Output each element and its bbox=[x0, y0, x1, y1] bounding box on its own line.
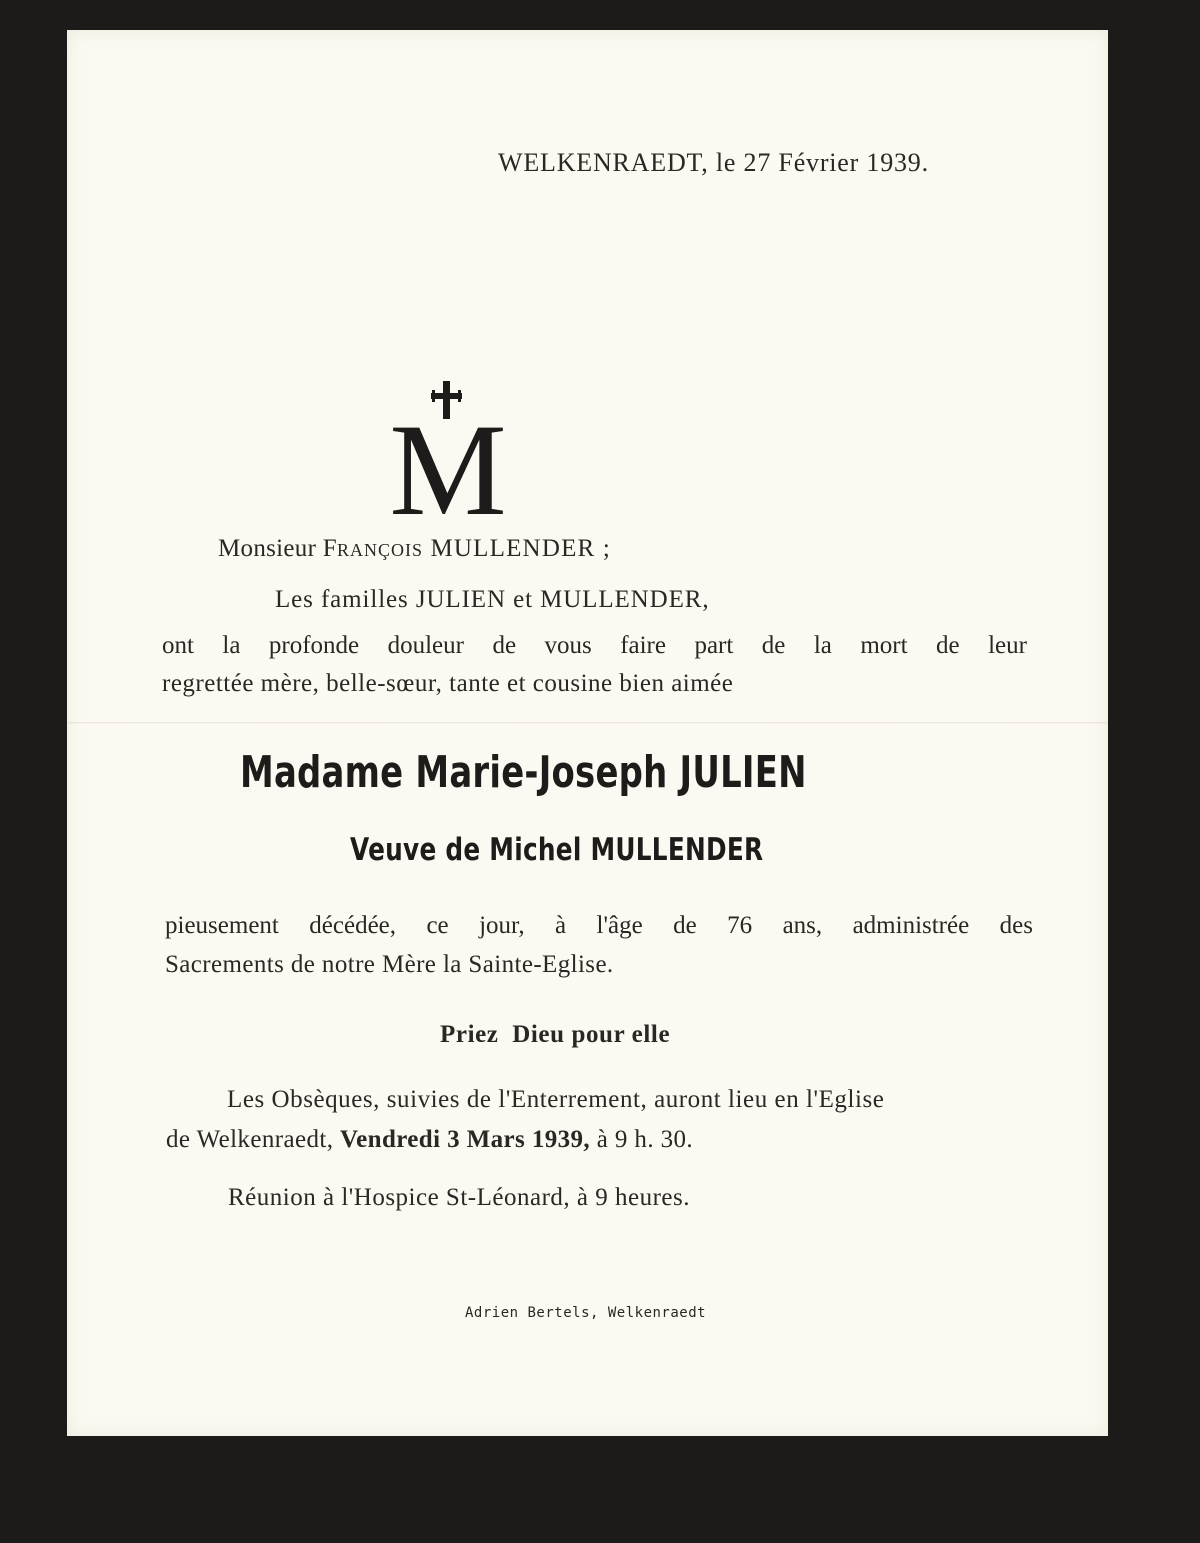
family-first-name: RANÇOIS bbox=[337, 540, 424, 560]
widow-of-line: Veuve de Michel MULLENDER bbox=[350, 832, 764, 868]
gathering-line: Réunion à l'Hospice St-Léonard, à 9 heures. bbox=[228, 1184, 690, 1211]
cross-m-monogram-icon bbox=[388, 379, 508, 521]
details-word: des bbox=[999, 912, 1033, 939]
announcement-word: de bbox=[761, 632, 786, 659]
funeral-location: de Welkenraedt, bbox=[166, 1126, 340, 1153]
announcement-word: faire bbox=[620, 632, 666, 659]
details-word: 76 bbox=[727, 912, 753, 939]
details-word: ce bbox=[426, 912, 449, 939]
announcement-word: part bbox=[694, 632, 734, 659]
family-surname: MULLENDER ; bbox=[423, 535, 612, 562]
announcement-line-1 bbox=[162, 632, 1027, 660]
details-word: jour, bbox=[479, 912, 525, 939]
monogram-letter: M bbox=[389, 396, 507, 521]
details-word: administrée bbox=[852, 912, 970, 939]
prayer-line: Priez Dieu pour elle bbox=[440, 1021, 671, 1048]
details-word: l'âge bbox=[596, 912, 643, 939]
announcement-word: douleur bbox=[387, 632, 464, 659]
announcement-word: mort bbox=[860, 632, 908, 659]
family-line-prefix: Monsieur bbox=[218, 535, 323, 562]
announcement-word: de bbox=[936, 632, 960, 659]
announcement-word: la bbox=[813, 632, 832, 659]
place-and-date: WELKENRAEDT, le 27 Février 1939. bbox=[498, 148, 929, 177]
printer-imprint: Adrien Bertels, Welkenraedt bbox=[465, 1305, 707, 1321]
paper-fold-crease bbox=[67, 722, 1108, 724]
family-line-families: Les familles JULIEN et MULLENDER, bbox=[275, 586, 710, 613]
announcement-word: profonde bbox=[268, 632, 360, 659]
funeral-notice-card bbox=[67, 30, 1108, 1436]
announcement-word: vous bbox=[544, 632, 592, 659]
funeral-line-2 bbox=[166, 1126, 693, 1154]
funeral-time: à 9 h. 30. bbox=[590, 1126, 694, 1153]
announcement-word: ont bbox=[162, 632, 194, 659]
announcement-line-2: regrettée mère, belle-sœur, tante et cousine bien aimée bbox=[162, 670, 734, 697]
details-word: ans, bbox=[782, 912, 823, 939]
family-line-francois bbox=[218, 535, 611, 563]
deceased-name: Madame Marie-Joseph JULIEN bbox=[240, 747, 807, 798]
family-first-initial: F bbox=[322, 535, 337, 562]
details-word: à bbox=[555, 912, 567, 939]
details-line-1 bbox=[165, 912, 1033, 940]
funeral-line-1: Les Obsèques, suivies de l'Enterrement, auront lieu en l'Eglise bbox=[227, 1086, 885, 1113]
funeral-date: Vendredi 3 Mars 1939, bbox=[340, 1126, 591, 1153]
announcement-word: la bbox=[222, 632, 241, 659]
announcement-word: leur bbox=[988, 632, 1027, 659]
details-word: de bbox=[673, 912, 697, 939]
details-word: décédée, bbox=[309, 912, 397, 939]
details-word: pieusement bbox=[165, 912, 279, 939]
details-line-2: Sacrements de notre Mère la Sainte-Eglise. bbox=[165, 951, 614, 978]
announcement-word: de bbox=[492, 632, 517, 659]
